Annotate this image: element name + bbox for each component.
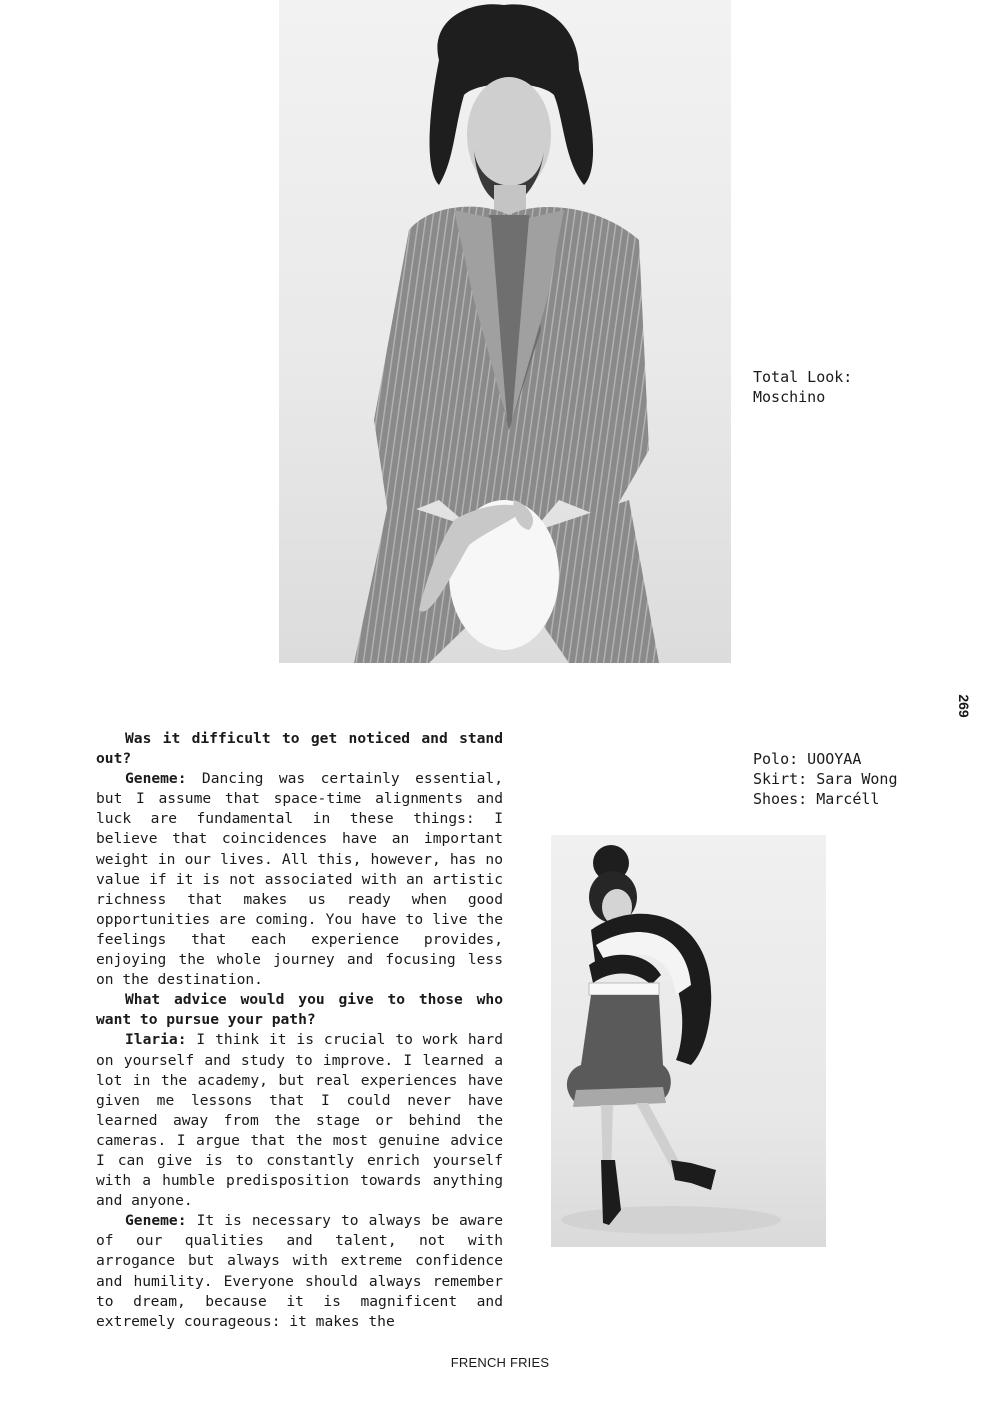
question: What advice would you give to those who want to pursue your path? <box>96 991 503 1029</box>
speaker-name: Geneme: <box>125 1212 187 1230</box>
photo-man-in-suit <box>279 0 731 663</box>
speaker-name: Geneme: <box>125 770 187 788</box>
answer-paragraph <box>96 769 503 990</box>
photo-man-illustration <box>279 0 731 663</box>
magazine-footer: FRENCH FRIES <box>450 1355 550 1370</box>
photo-woman-illustration <box>551 835 826 1247</box>
answer-paragraph <box>96 1211 503 1332</box>
page-number: 269 <box>956 694 972 718</box>
speaker-name: Ilaria: <box>125 1031 187 1049</box>
caption-line: Polo: UOOYAA <box>753 750 862 768</box>
answer-text: Dancing was certainly essential, but I assume that space-time alignments and luck are fundamental in these things: I believe that coincidences have an important weight in our lives. All this, however, has no value if it is not associated with an artistic richness that makes us ready when good opportunities are coming. You have to live the feelings that each experience provides, enjoying the whole journey and focusing less on the destination. <box>96 770 503 989</box>
caption-line: Skirt: Sara Wong <box>753 770 898 788</box>
answer-text: It is necessary to always be aware of our qualities and talent, not with arrogance but always with extreme confidence and humility. Everyone should always remember to dream, because it is magnificent and extremely courageous: it makes the <box>96 1212 503 1330</box>
answer-paragraph <box>96 1030 503 1211</box>
caption-line: Moschino <box>753 388 826 406</box>
caption-line: Total Look: <box>753 368 853 386</box>
photo-woman-dancing <box>551 835 826 1247</box>
caption-total-look <box>753 367 852 407</box>
interview-article <box>96 729 503 1332</box>
answer-text: I think it is crucial to work hard on yourself and study to improve. I learned a lot in the academy, but real experiences have given me lessons that I could never have learned away from the stage or behind the cameras. I argue that the most genuine advice I can give is to constantly enrich yourself with a humble predisposition towards anything and anyone. <box>96 1031 503 1210</box>
caption-outfit-credits <box>753 749 898 809</box>
caption-line: Shoes: Marcéll <box>753 790 880 808</box>
question: Was it difficult to get noticed and stand out? <box>96 730 503 768</box>
